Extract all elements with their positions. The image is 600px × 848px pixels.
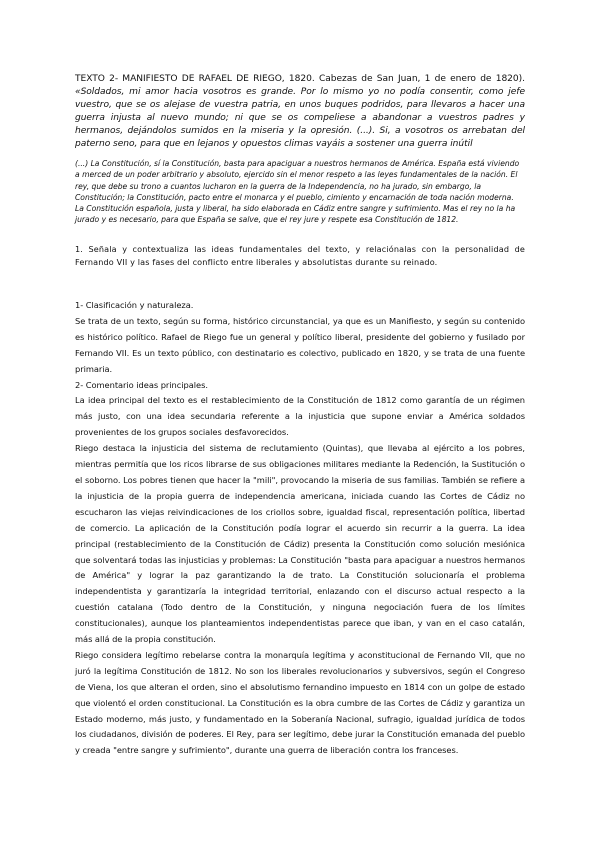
section-2-heading: 2- Comentario ideas principales. <box>75 379 208 390</box>
commentary-body <box>75 298 525 759</box>
question-block <box>75 243 525 269</box>
manifesto-quote-1: «Soldados, mi amor hacia vosotros es grande. Por lo mismo yo no podía consentir, como jefe vuestro, que se os alejase de vuestra patria, en unos buques podridos, para llevaros a hacer una guerra injusta al nuevo mundo; ni que se os compeliese a abandonar a vuestros padres y hermanos, dejándolos sumidos en la miseria y la opresión. (...). Si, a vosotros os arrebatan del paterno seno, para que en lejanos y opuestos climas vayáis a sostener una guerra inútil <box>75 87 525 149</box>
document-date: Cabezas de San Juan, 1 de enero de 1820). <box>318 74 525 84</box>
section-1-paragraph: Se trata de un texto, según su forma, histórico circunstancial, ya que es un Manifiesto, y según su contenido es histórico político. Rafael de Riego fue un general y político liberal, presidente del gobierno y fusilado por Fernando VII. Es un texto público, con destinatario es colectivo, publicado en 1820, y se trata de una fuente primaria. <box>75 315 525 374</box>
manifesto-quote-2-block <box>75 158 525 226</box>
section-2-paragraph-3: Riego considera legítimo rebelarse contra la monarquía legítima y aconstitucional de Fernando VII, que no juró la legítima Constitución de 1812. No son los liberales revolucionarios y subversivos, según el Congreso de Viena, los que alteran el orden, sino el absolutismo fernandino impuesto en 1814 con un golpe de estado que violentó el orden constitucional. La Constitución es la obra cumbre de las Cortes de Cádiz y garantiza un Estado moderno, más justo, y fundamentado en la Soberanía Nacional, sufragio, igualdad jurídica de todos los ciudadanos, división de poderes. El Rey, para ser legítimo, debe jurar la Constitución emanada del pueblo y creada "entre sangre y sufrimiento", durante una guerra de liberación contra los franceses. <box>75 649 525 756</box>
document-title: TEXTO 2- MANIFIESTO DE RAFAEL DE RIEGO, 1820. <box>75 74 315 84</box>
section-1-heading: 1- Clasificación y naturaleza. <box>75 300 194 310</box>
manifesto-quote-2: (...) La Constitución, sí la Constitución, basta para apaciguar a nuestros hermanos de América. España está viviendo a merced de un poder arbitrario y absoluto, ejercido sin el menor respeto a las leyes fundamentales de la nación. El rey, que debe su trono a cuantos lucharon en la guerra de la Independencia, no ha jurado, sin embargo, la Constitución; la Constitución, pacto entre el monarca y el pueblo, cimiento y encarnación de toda nación moderna. La Constitución española, justa y liberal, ha sido elaborada en Cádiz entre sangre y sufrimiento. Mas el rey no la ha jurado y es necesario, para que España se salve, que el rey jure y respete esa Constitución de 1812. <box>75 159 520 225</box>
section-2-paragraph-2: Riego destaca la injusticia del sistema de reclutamiento (Quintas), que llevaba al ejército a los pobres, mientras permitía que los ricos librarse de sus obligaciones militares mediante la Redención, la Sustitución o el soborno. Los pobres tienen que hacer la "mili", provocando la miseria de sus familias. También se refiere a la injusticia de la propia guerra de independencia americana, iniciada cuando las Cortes de Cádiz no escucharon las viejas reivindicaciones de los criollos sobre, igualdad fiscal, representación política, libertad de comercio. La aplicación de la Constitución podía lograr el acuerdo sin recurrir a la guerra. La idea principal (restablecimiento de la Constitución de Cádiz) presenta la Constitución como solución mesiónica que solventará todas las injusticias y problemas: La Constitución "basta para apaciguar a nuestros hermanos de América" y lograr la paz garantizando la de trato. La Constitución solucionaría el problema independentista y garantizaría la integridad territorial, enlazando con el discurso actual respecto a la cuestión catalana (Todo dentro de la Constitución, y ninguna negociación fuera de los límites constitucionales), aunque los planteamientos independentistas parece que iban, y van en el caso catalán, más allá de la propia constitución. <box>75 443 525 645</box>
exercise-question: 1. Señala y contextualiza las ideas fundamentales del texto, y relaciónalas con la personalidad de Fernando VII y las fases del conflicto entre liberales y absolutistas durante su reinado. <box>75 244 525 267</box>
source-text-block <box>75 73 525 151</box>
source-text-paragraph <box>75 73 525 151</box>
section-2-paragraph-1: La idea principal del texto es el restablecimiento de la Constitución de 1812 como garantía de un régimen más justo, con una idea secundaria referente a la injusticia que supone enviar a América soldados provenientes de los grupos sociales desfavorecidos. <box>75 395 525 438</box>
